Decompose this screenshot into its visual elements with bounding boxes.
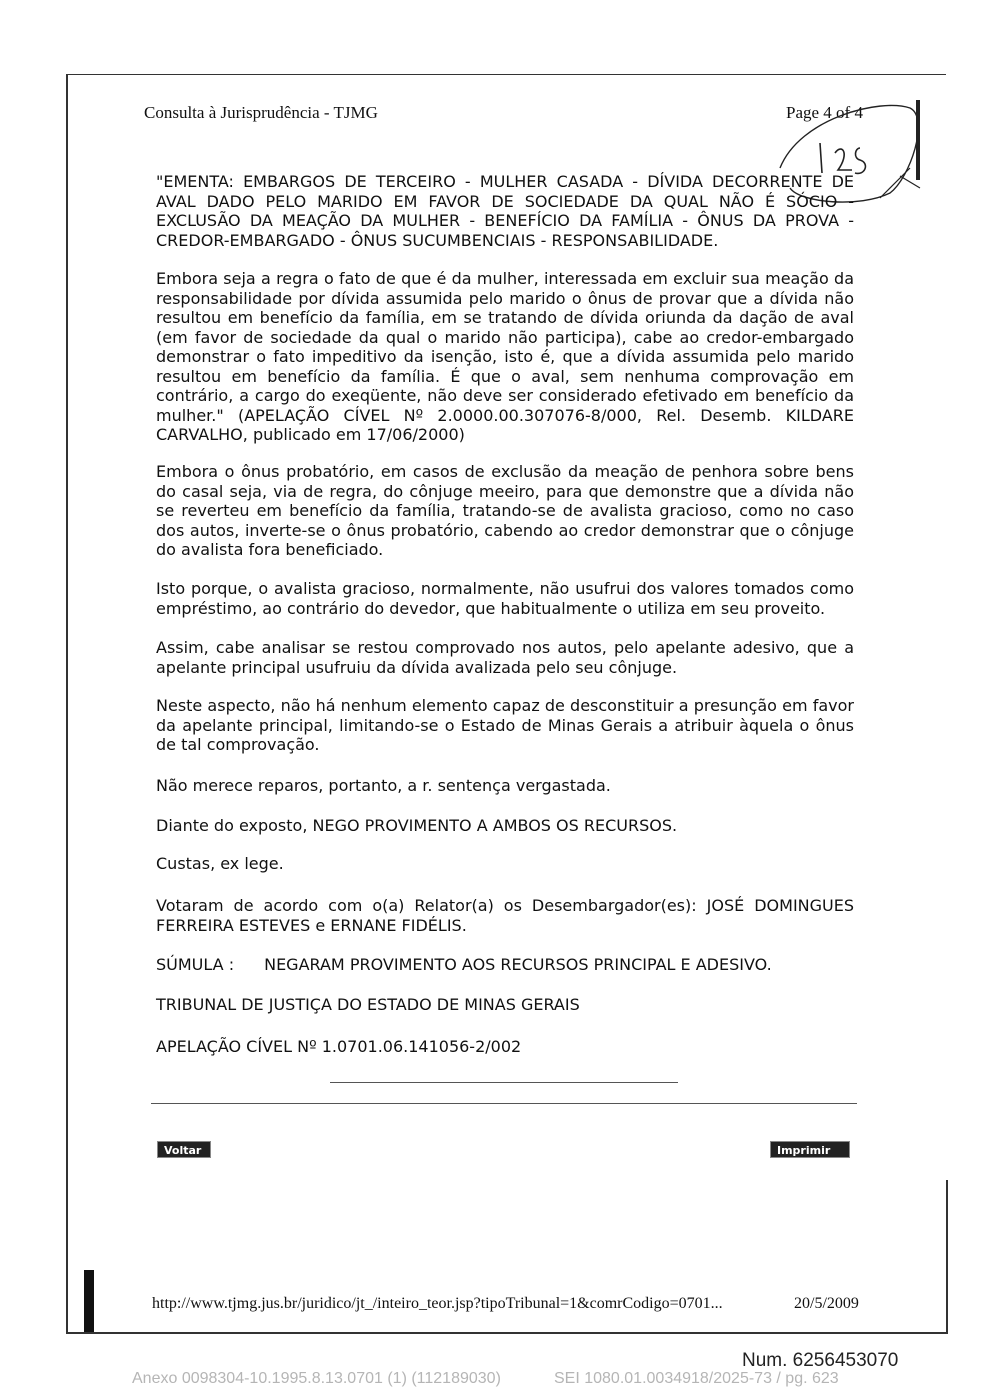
footer-date: 20/5/2009 <box>794 1295 859 1312</box>
sumula-label: SÚMULA : <box>156 955 235 974</box>
short-divider <box>330 1082 678 1083</box>
print-button[interactable]: Imprimir <box>770 1141 850 1158</box>
sei-watermark: SEI 1080.01.0034918/2025-73 / pg. 623 <box>554 1370 839 1387</box>
paragraph-9: Votaram de acordo com o(a) Relator(a) os Desembargador(es): JOSÉ DOMINGUES FERREIRA ESTEVES e ERNANE FIDÉLIS. <box>156 896 854 935</box>
sumula-text: NEGARAM PROVIMENTO AOS RECURSOS PRINCIPAL E ADESIVO. <box>264 955 772 974</box>
scan-border-top <box>66 74 946 75</box>
scan-border-right <box>946 1180 948 1334</box>
scan-shadow-left <box>84 1270 94 1332</box>
paragraph-3: Isto porque, o avalista gracioso, normalmente, não usufrui dos valores tomados como empréstimo, ao contrário do devedor, que habitualmente o utiliza em seu proveito. <box>156 579 854 618</box>
paragraph-1: Embora seja a regra o fato de que é da mulher, interessada em excluir sua meação da responsabilidade por dívida assumida pelo marido o ônus de provar que a dívida não resultou em benefício da família, em se tratando de dívida oriunda da dação de aval (em favor de sociedade da qual o marido não participa), cabe ao credor-embargado demonstrar o fato impeditivo da isenção, isto é, que a dívida assumida pelo marido resultou em benefício da família. É que o aval, sem nenhuma comprovação em contrário, a cargo do exeqüente, não deve ser considerado efetivado em benefício da mulher." (APELAÇÃO CÍVEL Nº 2.0000.00.307076-8/000, Rel. Desemb. KILDARE CARVALHO, publicado em 17/06/2000) <box>156 269 854 444</box>
paragraph-8: Custas, ex lege. <box>156 854 284 873</box>
tribunal-name: TRIBUNAL DE JUSTIÇA DO ESTADO DE MINAS GERAIS <box>156 995 580 1014</box>
document-number: Num. 6256453070 <box>742 1350 899 1371</box>
page-header-page-number: Page 4 of 4 <box>786 103 863 122</box>
paragraph-2: Embora o ônus probatório, em casos de exclusão da meação de penhora sobre bens do casal seja, via de regra, do cônjuge meeiro, para que demonstre que a dívida não se reverteu em benefício da família, tratando-se de avalista gracioso, como no caso dos autos, inverte-se o ônus probatório, cabendo ao credor demonstrar que o cônjuge do avalista fora beneficiado. <box>156 462 854 559</box>
page-header-title: Consulta à Jurisprudência - TJMG <box>144 103 378 122</box>
ementa-paragraph <box>156 172 854 250</box>
paragraph-7: Diante do exposto, NEGO PROVIMENTO A AMBOS OS RECURSOS. <box>156 816 678 835</box>
ementa-text: "EMENTA: EMBARGOS DE TERCEIRO - MULHER CASADA - DÍVIDA DECORRENTE DE AVAL DADO PELO MARIDO EM FAVOR DE SOCIEDADE DA QUAL NÃO É SÓCIO - EXCLUSÃO DA MEAÇÃO DA MULHER - BENEFÍCIO DA FAMÍLIA - ÔNUS DA PROVA - CREDOR-EMBARGADO - ÔNUS SUCUMBENCIAIS - RESPONSABILIDADE. <box>156 172 854 250</box>
sumula-line <box>156 955 854 975</box>
apelacao-number: APELAÇÃO CÍVEL Nº 1.0701.06.141056-2/002 <box>156 1037 522 1056</box>
paragraph-5: Neste aspecto, não há nenhum elemento capaz de desconstituir a presunção em favor da apelante principal, limitando-se o Estado de Minas Gerais a atribuir àquela o ônus de tal comprovação. <box>156 696 854 754</box>
paragraph-4: Assim, cabe analisar se restou comprovado nos autos, pelo apelante adesivo, que a apelante principal usufruiu da dívida avalizada pelo seu cônjuge. <box>156 638 854 677</box>
scan-border-bottom <box>66 1332 946 1334</box>
long-divider <box>151 1103 857 1104</box>
scan-border-left <box>66 74 68 1334</box>
annex-watermark: Anexo 0098304-10.1995.8.13.0701 (1) (112189030) <box>132 1370 501 1387</box>
paragraph-6: Não merece reparos, portanto, a r. sentença vergastada. <box>156 776 611 795</box>
back-button[interactable]: Voltar <box>157 1141 211 1158</box>
footer-url: http://www.tjmg.jus.br/juridico/jt_/inteiro_teor.jsp?tipoTribunal=1&comrCodigo=0701... <box>152 1295 723 1312</box>
